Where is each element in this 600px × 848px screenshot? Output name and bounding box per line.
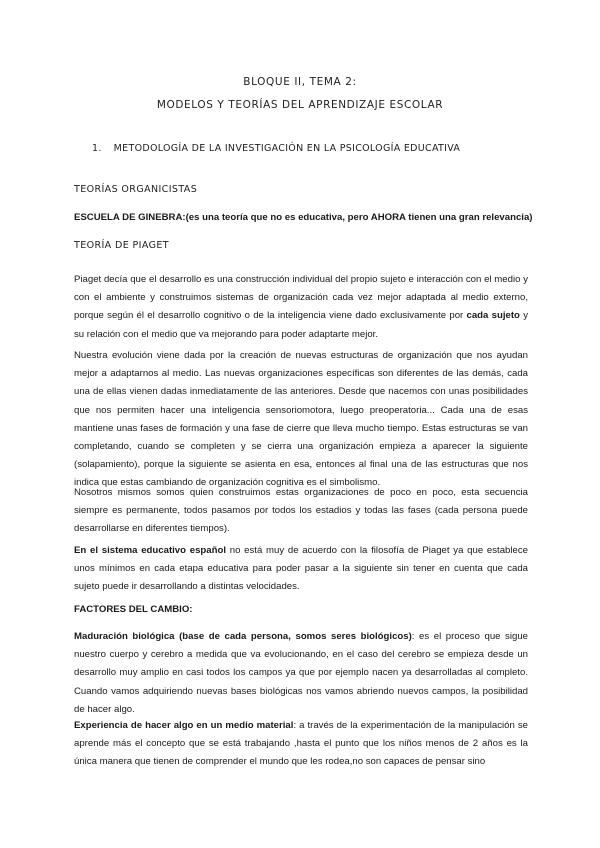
escuela-line: [74, 212, 532, 223]
heading-organicistas: TEORÍAS ORGANICISTAS: [74, 184, 198, 195]
paragraph-5: [74, 628, 528, 719]
paragraph-6-bold: Experiencia de hacer algo en un medio material: [74, 720, 294, 731]
paragraph-5-bold: Maduración biológica (base de cada persona, somos seres biológicos): [74, 631, 412, 642]
paragraph-6: [74, 717, 528, 772]
paragraph-3: Nosotros mismos somos quien construimos estas organizaciones de poco en poco, esta secuencia siempre es permanente, todos pasamos por todos los estadios y todas las fases (cada persona puede desarrollarse en diferentes tiempos).: [74, 487, 528, 535]
section-number: 1.: [92, 143, 102, 154]
section-heading: [92, 143, 460, 154]
paragraph-6-text: : a través de la experimentación de la manipulación se aprende más el concepto que se está trabajando ,hasta el punto que los niños menos de 2 años es la única manera que tienen de comprender el mundo que les rodea,no son capaces de pensar sino: [74, 720, 528, 768]
heading-piaget: TEORÍA DE PIAGET: [74, 240, 169, 251]
section-label: METODOLOGÍA DE LA INVESTIGACIÓN EN LA PSICOLOGÍA EDUCATIVA: [113, 143, 461, 154]
paragraph-1-text-a: Piaget decía que el desarrollo es una construcción individual del propio sujeto e interacción con el medio y con el ambiente y construimos sistemas de organización cada vez mejor adaptada al medio externo, porque según él el desarrollo cognitivo o de la inteligencia viene dado exclusivamente por: [74, 274, 528, 322]
document-title-line1: BLOQUE II, TEMA 2:: [243, 76, 357, 88]
paragraph-5-text: : es el proceso que sigue nuestro cuerpo y cerebro a medida que va evolucionando, en el caso del cerebro se empieza desde un desarrollo muy amplio en casi todos los campos ya que por ejemplo nacen ya desarrolladas al completo. Cuando vamos adquiriendo nuevas bases biológicas nos vamos abriendo nuevos campos, la posibilidad de hacer algo.: [74, 631, 528, 715]
paragraph-4-text: no está muy de acuerdo con la filosofía de Piaget ya que establece unos mínimos en cada etapa educativa para poder pasar a la siguiente sin tener en cuenta que cada sujeto puede ir desarrollando a distintas velocidades.: [74, 545, 528, 593]
paragraph-1: [74, 271, 528, 344]
paragraph-1-bold: cada sujeto: [466, 310, 520, 322]
escuela-label: ESCUELA DE GINEBRA:: [74, 212, 186, 223]
escuela-text: (es una teoría que no es educativa, pero AHORA tienen una gran relevancia): [185, 212, 533, 223]
factores-label: FACTORES DEL CAMBIO:: [74, 604, 193, 615]
factores-heading: [74, 604, 193, 615]
paragraph-1-text-b: y su relación con el medio que va mejorando para poder adaptarte mejor.: [74, 310, 528, 340]
paragraph-2: Nuestra evolución viene dada por la creación de nuevas estructuras de organización que nos ayudan mejor a adaptarnos al medio. Las nuevas organizaciones específicas son diferentes de las demás, cada una de ellas vienen dadas inmediatamente de las anteriores. Desde que nacemos con unas posibilidades que nos permiten hacer una inteligencia sensoriomotora, luego preoperatoria... Cada una de esas mantiene unas fases de formación y una fase de cierre que lleva mucho tiempo. Estas estructuras se van completando, cuando se completen y se cierra una organización empieza a aparecer la siguiente (solapamiento), porque la siguiente se asienta en esa, entonces al final una de las estructuras que nos indica que estas cambiando de organización cognitiva es el simbolismo.: [74, 350, 528, 489]
paragraph-4-bold: En el sistema educativo español: [74, 545, 226, 556]
paragraph-4: [74, 542, 528, 597]
document-title-line2: MODELOS Y TEORÍAS DEL APRENDIZAJE ESCOLAR: [156, 99, 444, 111]
